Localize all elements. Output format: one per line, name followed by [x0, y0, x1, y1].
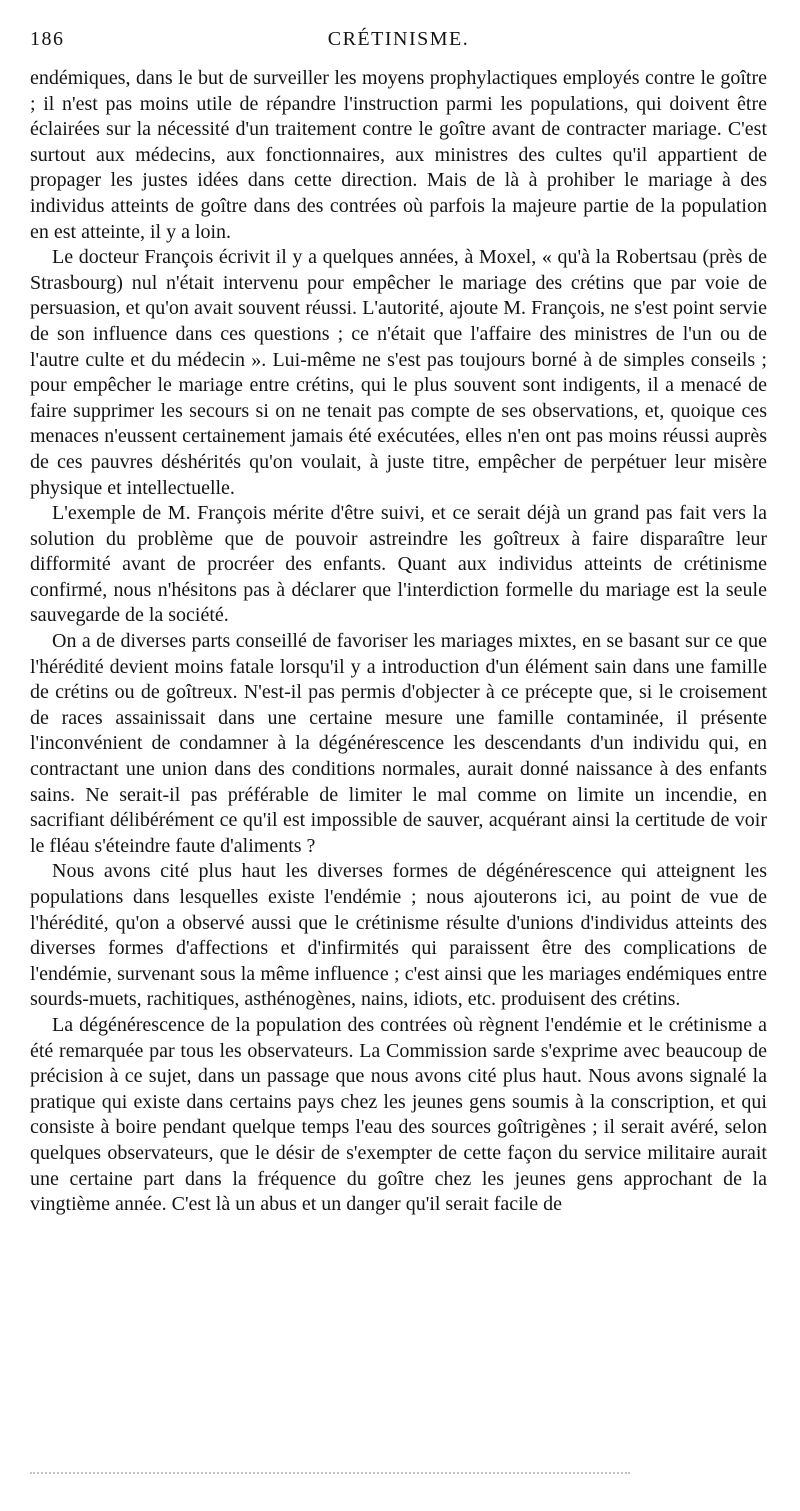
paragraph-5: Nous avons cité plus haut les diverses formes de dégénérescence qui atteignent les populations dans lesquelles existe l'endémie ; nous ajouterons ici, au point de vue de l'hérédité, qu'on a observé aussi que le crétinisme résulte d'unions d'individus atteints des diverses formes d'affections et d'infirmités qui paraissent être des complications de l'endémie, survenant sous la même influence ; c'est ainsi que les mariages endémiques entre sourds-muets, rachitiques, asthénogènes, nains, idiots, etc. produisent des crétins.	[30, 860, 767, 1011]
paragraph-1: endémiques, dans le but de surveiller les moyens prophylactiques employés contre le goître ; il n'est pas moins utile de répandre l'instruction parmi les populations, qui doivent être éclairées sur la nécessité d'un traitement contre le goître avant de contracter mariage. C'est surtout aux médecins, aux fonctionnaires, aux ministres des cultes qu'il appartient de propager les justes idées dans cette direction. Mais de là à prohiber le mariage à des individus atteints de goître dans des contrées où parfois la majeure partie de la population en est atteinte, il y a loin.	[30, 67, 767, 243]
scan-noise-divider	[30, 1472, 630, 1478]
paragraph-3: L'exemple de M. François mérite d'être suivi, et ce serait déjà un grand pas fait vers la solution du problème que de pouvoir astreindre les goîtreux à faire disparaître leur difformité avant de procréer des enfants. Quant aux individus atteints de crétinisme confirmé, nous n'hésitons pas à déclarer que l'interdiction formelle du mariage est la seule sauvegarde de la société.	[30, 502, 767, 627]
paragraph-4: On a de diverses parts conseillé de favoriser les mariages mixtes, en se basant sur ce que l'hérédité devient moins fatale lorsqu'il y a introduction d'un élément sain dans une famille de crétins ou de goîtreux. N'est-il pas permis d'objecter à ce précepte que, si le croisement de races assainissait dans une certaine mesure une famille contaminée, il présente l'inconvénient de condamner à la dégénérescence les descendants d'un individu qui, en contractant une union dans des conditions normales, aurait donné naissance à des enfants sains. Ne serait-il pas préférable de limiter le mal comme on limite un incendie, en sacrifiant délibérément ce qu'il est impossible de sauver, acquérant ainsi la certitude de voir le fléau s'éteindre faute d'aliments ?	[30, 630, 767, 857]
running-title: CRÉTINISME.	[327, 28, 470, 50]
paragraph-6: La dégénérescence de la population des contrées où règnent l'endémie et le crétinisme a été remarquée par tous les observateurs. La Commission sarde s'exprime avec beaucoup de précision à ce sujet, dans un passage que nous avons cité plus haut. Nous avons signalé la pratique qui existe dans certains pays chez les jeunes gens soumis à la conscription, et qui consiste à boire pendant quelque temps l'eau des sources goîtrigènes ; il serait avéré, selon quelques observateurs, que le désir de s'exempter de cette façon du service militaire aurait une certaine part dans la fréquence du goître chez les jeunes gens approchant de la vingtième année. C'est là un abus et un danger qu'il serait facile de	[30, 1013, 767, 1216]
body-text	[30, 66, 767, 1218]
running-head	[30, 28, 767, 58]
paragraph-2: Le docteur François écrivit il y a quelques années, à Moxel, « qu'à la Robertsau (près de Strasbourg) nul n'était intervenu pour empêcher le mariage des crétins que par voie de persuasion, et qu'on avait souvent réussi. L'autorité, ajoute M. François, ne s'est point servie de son influence dans ces questions ; ce n'était que l'affaire des ministres de l'un ou de l'autre culte et du médecin ». Lui-même ne s'est pas toujours borné à de simples conseils ; pour empêcher le mariage entre crétins, qui le plus souvent sont indigents, il a menacé de faire supprimer les secours si on ne tenait pas compte de ses observations, et, quoique ces menaces n'eussent certainement jamais été exécutées, elles n'en ont pas moins réussi auprès de ces pauvres déshérités qu'on voulait, à juste titre, empêcher de perpétuer leur misère physique et intellectuelle.	[30, 246, 767, 499]
page-number: 186	[30, 28, 65, 50]
book-page	[30, 28, 767, 1218]
